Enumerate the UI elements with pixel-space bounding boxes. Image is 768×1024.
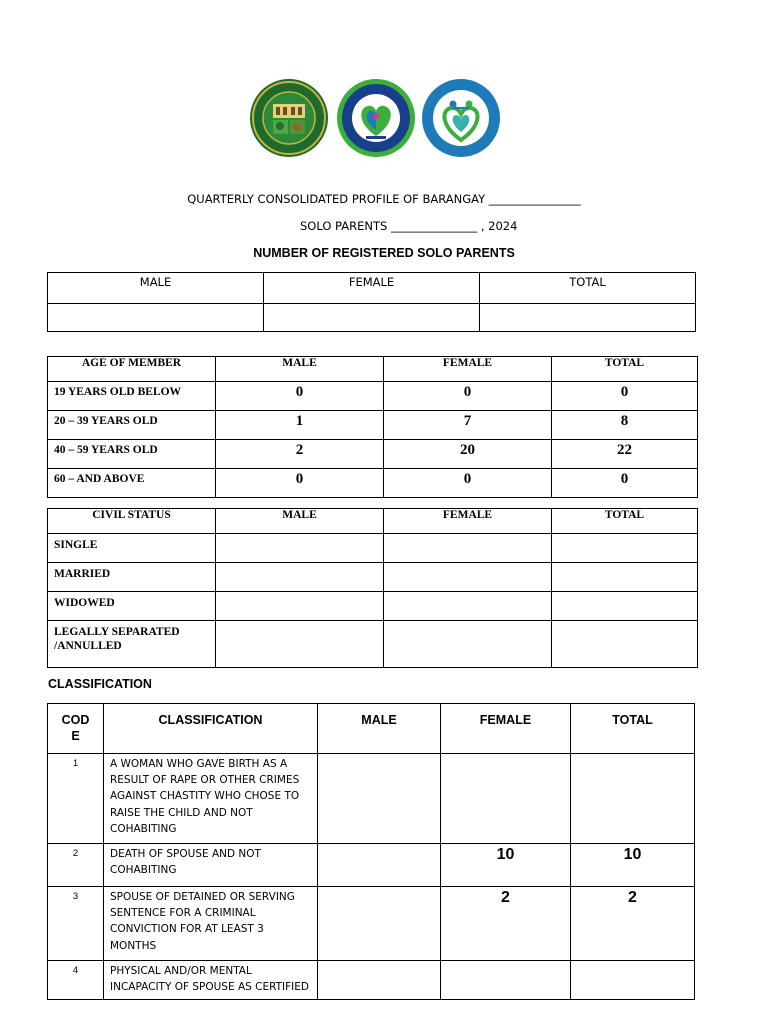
classification-code: 1 [48,754,104,844]
section-title-classification: CLASSIFICATION [48,677,152,691]
classification-male[interactable] [318,844,441,887]
age-male-value[interactable]: 0 [216,469,384,498]
header-male: MALE [48,273,264,304]
age-label: 60 – AND ABOVE [48,469,216,498]
age-label: 19 YEARS OLD BELOW [48,382,216,411]
age-total-value[interactable]: 8 [552,411,698,440]
civil-status-label: SINGLE [48,534,216,563]
header-civil-status: CIVIL STATUS [48,509,216,534]
table-row [48,440,698,469]
table-row [48,563,698,592]
age-male-value[interactable]: 0 [216,382,384,411]
table-row [48,844,695,887]
classification-total[interactable]: 2 [571,887,695,961]
civil-status-label: MARRIED [48,563,216,592]
classification-female[interactable] [441,961,571,1000]
classification-female[interactable] [441,754,571,844]
age-total-value[interactable]: 22 [552,440,698,469]
classification-total[interactable] [571,961,695,1000]
age-label: 40 – 59 YEARS OLD [48,440,216,469]
header-total: TOTAL [552,357,698,382]
classification-total[interactable] [571,754,695,844]
classification-description: SPOUSE OF DETAINED OR SERVING SENTENCE FOR A CRIMINAL CONVICTION FOR AT LEAST 3 MONTHS [104,887,318,961]
civil-female-cell[interactable] [384,592,552,621]
header-total: TOTAL [552,509,698,534]
header-code-text: CODE [61,713,90,743]
table-row [48,382,698,411]
age-label: 20 – 39 YEARS OLD [48,411,216,440]
civil-status-label: WIDOWED [48,592,216,621]
age-total-value[interactable]: 0 [552,469,698,498]
family-heart-icon [421,78,501,158]
report-title: QUARTERLY CONSOLIDATED PROFILE OF BARANGAY ________________ [187,192,581,206]
age-female-value[interactable]: 20 [384,440,552,469]
header-age: AGE OF MEMBER [48,357,216,382]
civil-female-cell[interactable] [384,534,552,563]
table-row [48,621,698,668]
civil-male-cell[interactable] [216,592,384,621]
classification-description: PHYSICAL AND/OR MENTAL INCAPACITY OF SPOUSE AS CERTIFIED [104,961,318,1000]
age-female-value[interactable]: 0 [384,469,552,498]
header-code [48,704,104,754]
classification-description: A WOMAN WHO GAVE BIRTH AS A RESULT OF RAPE OR OTHER CRIMES AGAINST CHASTITY WHO CHOSE TO RAISE THE CHILD AND NOT COHABITING [104,754,318,844]
header-female: FEMALE [441,704,571,754]
age-female-value[interactable]: 7 [384,411,552,440]
civil-female-cell[interactable] [384,621,552,668]
table-row [48,592,698,621]
header-male: MALE [318,704,441,754]
classification-male[interactable] [318,961,441,1000]
table-row [48,754,695,844]
age-table [47,356,698,498]
classification-code: 2 [48,844,104,887]
registered-male-cell[interactable] [48,304,264,332]
civil-total-cell[interactable] [552,592,698,621]
header-total: TOTAL [480,273,696,304]
age-female-value[interactable]: 0 [384,382,552,411]
table-row [48,961,695,1000]
civil-status-label: LEGALLY SEPARATED /ANNULLED [48,621,216,668]
section-title-registered: NUMBER OF REGISTERED SOLO PARENTS [253,246,515,260]
classification-code: 4 [48,961,104,1000]
header-male: MALE [216,357,384,382]
civil-total-cell[interactable] [552,563,698,592]
classification-description: DEATH OF SPOUSE AND NOT COHABITING [104,844,318,887]
header-female: FEMALE [264,273,480,304]
classification-code: 3 [48,887,104,961]
classification-male[interactable] [318,887,441,961]
logo-row [0,78,768,160]
heart-family-icon [336,78,416,158]
header-total: TOTAL [571,704,695,754]
civil-total-cell[interactable] [552,621,698,668]
header-male: MALE [216,509,384,534]
age-male-value[interactable]: 1 [216,411,384,440]
header-female: FEMALE [384,509,552,534]
civil-status-table [47,508,698,668]
classification-female[interactable]: 2 [441,887,571,961]
civil-male-cell[interactable] [216,621,384,668]
classification-total[interactable]: 10 [571,844,695,887]
table-row [48,411,698,440]
table-row [48,887,695,961]
age-total-value[interactable]: 0 [552,382,698,411]
seal-icon [249,78,329,158]
civil-male-cell[interactable] [216,563,384,592]
age-male-value[interactable]: 2 [216,440,384,469]
table-row [48,534,698,563]
registered-table [47,272,696,332]
classification-table [47,703,695,1000]
classification-female[interactable]: 10 [441,844,571,887]
classification-male[interactable] [318,754,441,844]
table-row [48,469,698,498]
civil-total-cell[interactable] [552,534,698,563]
header-classification: CLASSIFICATION [104,704,318,754]
civil-male-cell[interactable] [216,534,384,563]
registered-total-cell[interactable] [480,304,696,332]
registered-female-cell[interactable] [264,304,480,332]
civil-female-cell[interactable] [384,563,552,592]
report-subtitle: SOLO PARENTS _______________ , 2024 [300,219,518,233]
header-female: FEMALE [384,357,552,382]
